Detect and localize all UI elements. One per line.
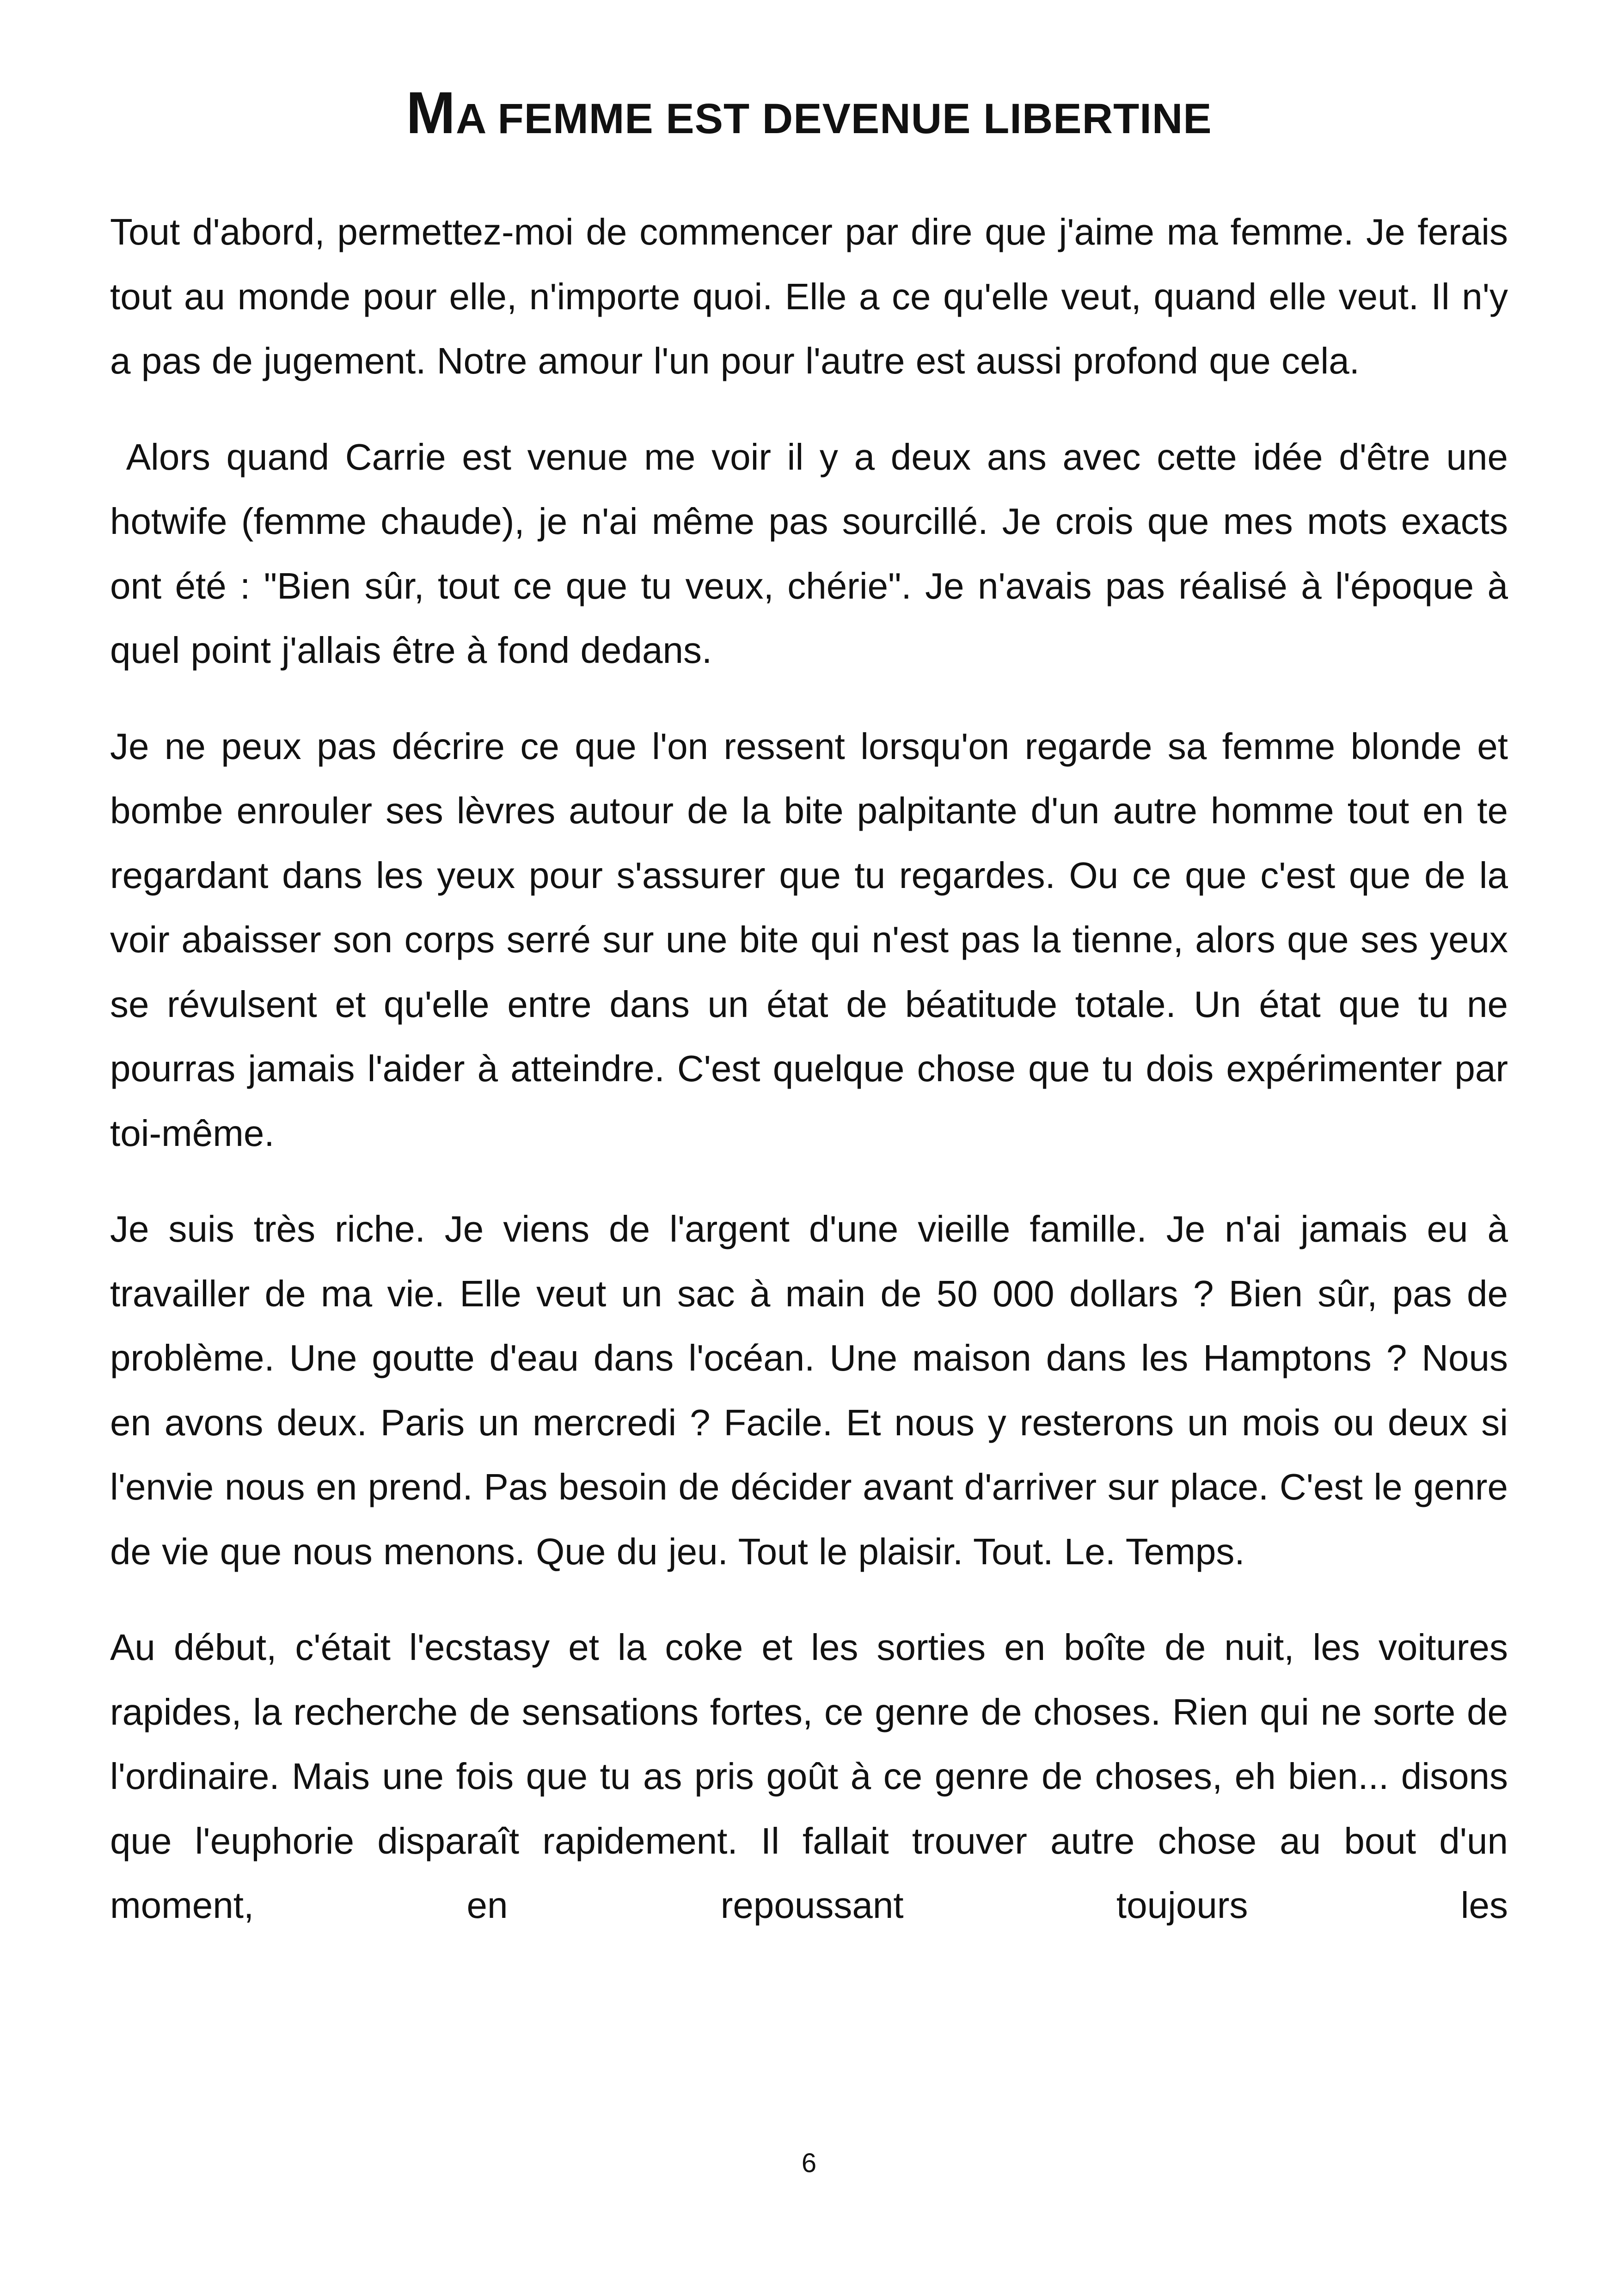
page-title bbox=[0, 80, 1618, 149]
page-number: 6 bbox=[801, 2148, 817, 2178]
paragraph-5: Au début, c'était l'ecstasy et la coke et les sorties en boîte de nuit, les voitures rapides, la recherche de sensations fortes, ce genre de choses. Rien qui ne sorte de l'ordinaire. Mais une fois que tu as pris goût à ce genre de choses, eh bien... disons que l'euphorie disparaît rapidement. Il fallait trouver autre chose au bout d'un moment, en repoussant toujours les bbox=[110, 1627, 1508, 1926]
paragraph-4: Je suis très riche. Je viens de l'argent d'une vieille famille. Je n'ai jamais eu à travailler de ma vie. Elle veut un sac à main de 50 000 dollars ? Bien sûr, pas de problème. Une goutte d'eau dans l'océan. Une maison dans les Hamptons ? Nous en avons deux. Paris un mercredi ? Facile. Et nous y resterons un mois ou deux si l'envie nous en prend. Pas besoin de décider avant d'arriver sur place. C'est le genre de vie que nous menons. Que du jeu. Tout le plaisir. Tout. Le. Temps. bbox=[110, 1208, 1508, 1572]
title-initial: M bbox=[406, 80, 456, 146]
paragraph-2: Alors quand Carrie est venue me voir il y a deux ans avec cette idée d'être une hotwife (femme chaude), je n'ai même pas sourcillé. Je crois que mes mots exacts ont été : "Bien sûr, tout ce que tu veux, chérie". Je n'avais pas réalisé à l'époque à quel point j'allais être à fond dedans. bbox=[110, 436, 1519, 671]
paragraph-3: Je ne peux pas décrire ce que l'on ressent lorsqu'on regarde sa femme blonde et bombe enrouler ses lèvres autour de la bite palpitante d'un autre homme tout en te regardant dans les yeux pour s'assurer que tu regardes. Ou ce que c'est que de la voir abaisser son corps serré sur une bite qui n'est pas la tienne, alors que ses yeux se révulsent et qu'elle entre dans un état de béatitude totale. Un état que tu ne pourras jamais l'aider à atteindre. C'est quelque chose que tu dois expérimenter par toi-même. bbox=[110, 725, 1508, 1154]
paragraph-1: Tout d'abord, permettez-moi de commencer par dire que j'aime ma femme. Je ferais tout au monde pour elle, n'importe quoi. Elle a ce qu'elle veut, quand elle veut. Il n'y a pas de jugement. Notre amour l'un pour l'autre est aussi profond que cela. bbox=[110, 211, 1508, 381]
title-rest: A FEMME EST DEVENUE LIBERTINE bbox=[455, 95, 1212, 142]
body-text bbox=[110, 200, 1519, 1938]
